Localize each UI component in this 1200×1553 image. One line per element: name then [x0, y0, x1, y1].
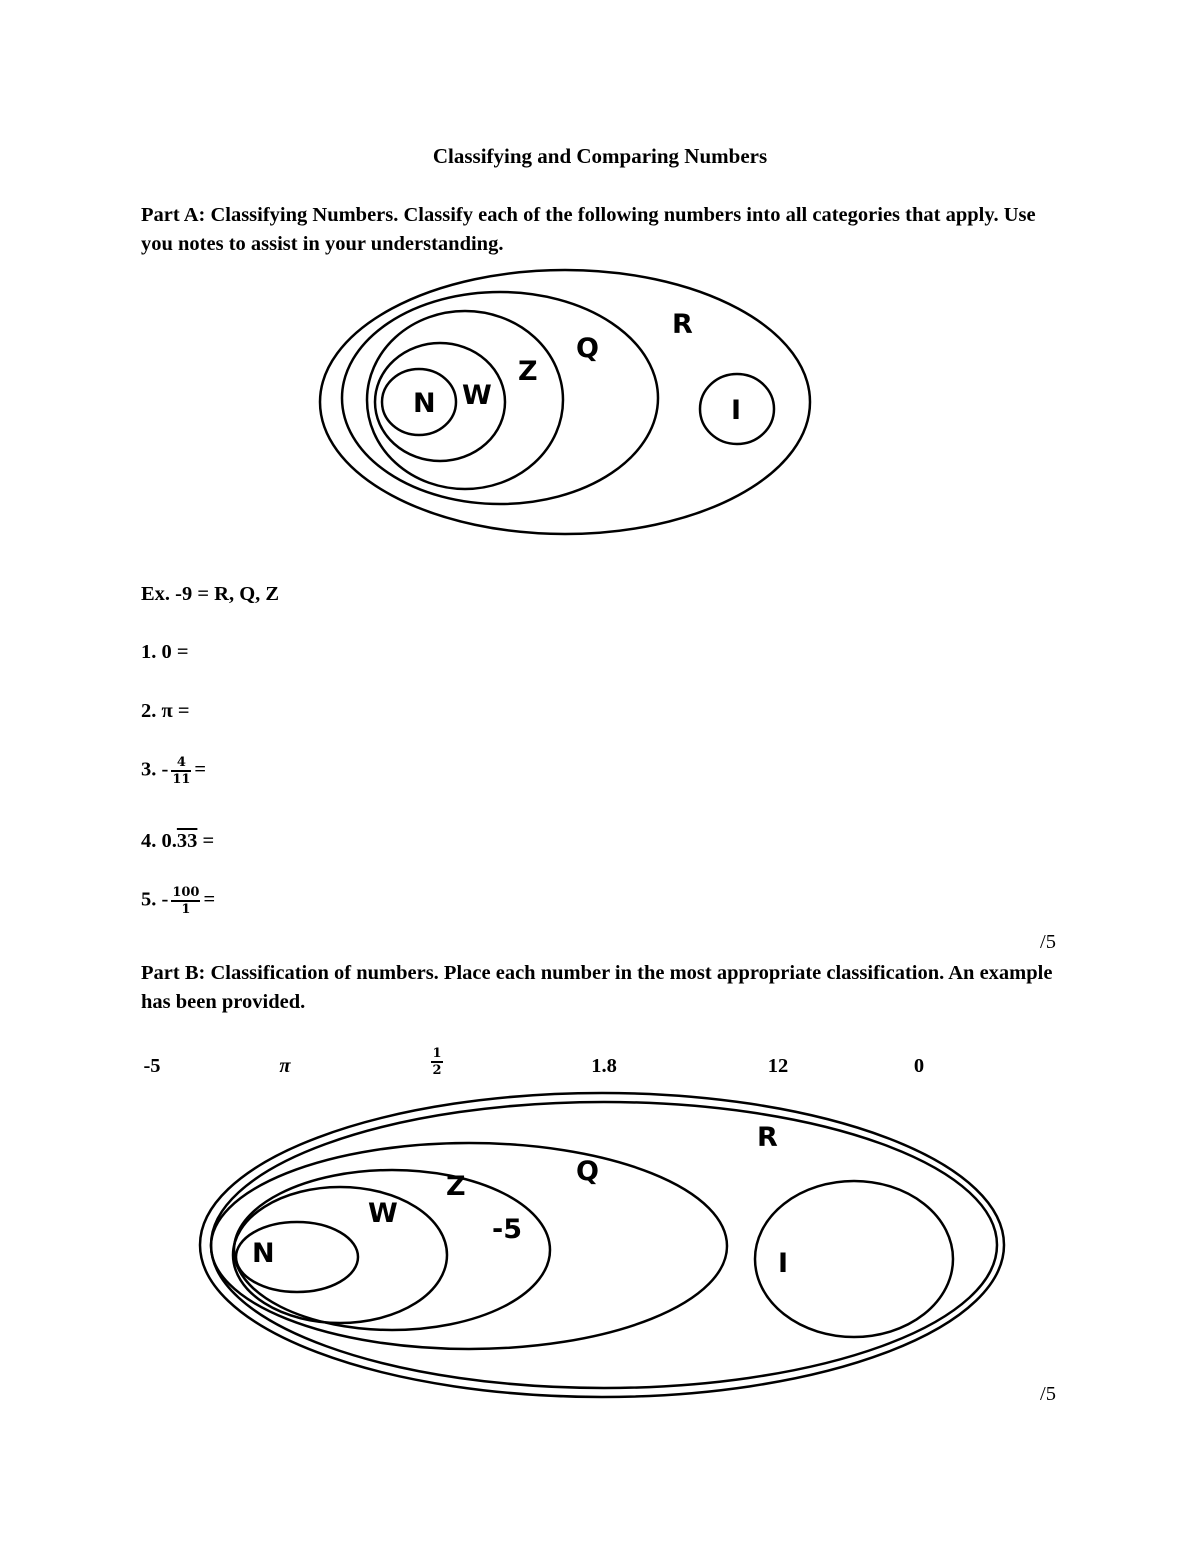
number-option-3-fraction: [431, 1046, 442, 1078]
question-3-fraction: [171, 755, 191, 787]
question-5-denominator: 1: [181, 902, 191, 917]
question-4-repeating-digits: 33: [176, 830, 198, 852]
question-4-suffix: =: [202, 830, 215, 852]
example-line: Ex. -9 = R, Q, Z: [141, 583, 280, 605]
label-r: R: [672, 309, 693, 340]
page-title: Classifying and Comparing Numbers: [432, 144, 768, 168]
question-5-fraction: [171, 885, 200, 917]
b-label-i: I: [778, 1248, 789, 1279]
question-3-denominator: 11: [172, 772, 191, 787]
number-option-4: 1.8: [591, 1055, 617, 1077]
question-5-suffix: =: [203, 888, 216, 911]
label-q: Q: [576, 333, 599, 364]
question-5-prefix: 5. -: [141, 888, 169, 911]
question-2-text: 2. π =: [141, 700, 190, 722]
label-i: I: [731, 395, 742, 426]
question-3: [141, 755, 206, 787]
b-label-z: Z: [446, 1171, 466, 1202]
b-label-r: R: [757, 1122, 778, 1153]
number-option-3-denominator: 2: [432, 1063, 442, 1078]
question-1-text: 1. 0 =: [141, 641, 189, 663]
b-set-z-ellipse: [234, 1170, 550, 1330]
number-option-6: 0: [913, 1055, 925, 1077]
question-3-suffix: =: [194, 758, 207, 781]
question-4: [141, 830, 214, 853]
label-z: Z: [518, 356, 538, 387]
b-set-r-ellipse: [200, 1093, 1004, 1397]
part-b-score: /5: [1040, 1383, 1056, 1405]
label-w: W: [462, 380, 492, 411]
number-option-5: 12: [767, 1055, 789, 1077]
label-n: N: [413, 388, 436, 419]
number-option-3: [407, 1046, 467, 1078]
question-2: [141, 700, 190, 723]
b-label-q: Q: [576, 1156, 599, 1187]
b-set-r-inner-ellipse: [211, 1102, 997, 1388]
b-label-w: W: [368, 1198, 398, 1229]
question-3-numerator: 4: [171, 755, 191, 772]
number-option-1: -5: [143, 1055, 161, 1077]
b-label-n: N: [252, 1238, 275, 1269]
question-1: [141, 641, 189, 664]
part-b-instructions: Part B: Classification of numbers. Place each number in the most appropriate classification. An example has been provided.: [141, 962, 1053, 1013]
question-5-numerator: 100: [172, 885, 200, 900]
part-a-score: /5: [1040, 931, 1056, 953]
b-set-q-ellipse: [211, 1143, 727, 1349]
set-q-ellipse: [342, 292, 658, 504]
number-option-2: π: [279, 1055, 291, 1077]
number-option-3-numerator: 1: [432, 1046, 442, 1061]
question-4-prefix: 4. 0.: [141, 830, 177, 852]
question-3-prefix: 3. -: [141, 758, 169, 781]
question-5: [141, 885, 215, 917]
b-example-value: -5: [492, 1214, 522, 1245]
part-a-instructions: Part A: Classifying Numbers. Classify each of the following numbers into all categories that apply. Use you notes to assist in your understanding.: [141, 204, 1036, 255]
